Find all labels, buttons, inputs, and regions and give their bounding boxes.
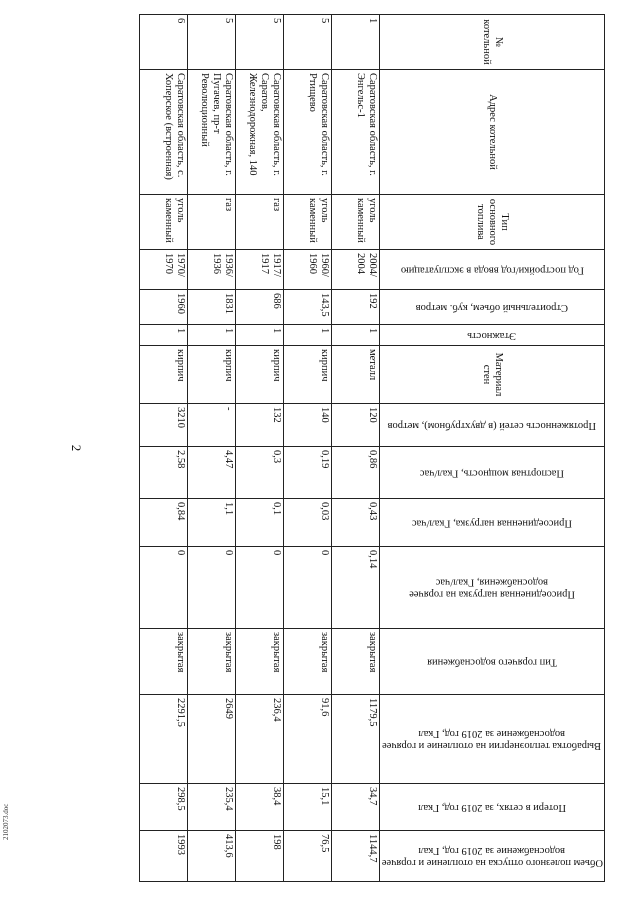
cell: кирпич bbox=[188, 346, 236, 404]
cell: уголь каменный bbox=[332, 195, 380, 250]
cell: Саратовская область, г. Энгельс-1 bbox=[332, 70, 380, 195]
cell: 413,6 bbox=[188, 831, 236, 882]
cell: 143,5 bbox=[284, 290, 332, 325]
header-cell: Присоединенная нагрузка, Гкал/час bbox=[380, 499, 605, 547]
header-cell: Потери в сетях, за 2019 год, Гкал bbox=[380, 784, 605, 831]
cell: 76,5 bbox=[284, 831, 332, 882]
header-cell: Выработка теплоэнергии на отопление и горячее водоснабжение за 2019 год, Гкал bbox=[380, 695, 605, 784]
cell: 0,19 bbox=[284, 447, 332, 499]
cell: 0,43 bbox=[332, 499, 380, 547]
cell: 0,86 bbox=[332, 447, 380, 499]
cell: 1831 bbox=[188, 290, 236, 325]
table-row bbox=[188, 15, 236, 882]
cell: 2649 bbox=[188, 695, 236, 784]
cell: закрытая bbox=[284, 629, 332, 695]
cell: 2291,5 bbox=[140, 695, 188, 784]
cell: 0,3 bbox=[236, 447, 284, 499]
header-cell: Тип основного топлива bbox=[380, 195, 605, 250]
cell: 140 bbox=[284, 404, 332, 447]
cell: 5 bbox=[236, 15, 284, 70]
cell: уголь каменный bbox=[284, 195, 332, 250]
header-cell: Материал стен bbox=[380, 346, 605, 404]
cell: 1144,7 bbox=[332, 831, 380, 882]
cell: газ bbox=[188, 195, 236, 250]
cell: уголь каменный bbox=[140, 195, 188, 250]
cell: 1 bbox=[332, 15, 380, 70]
cell: 3210 bbox=[140, 404, 188, 447]
cell: 0 bbox=[284, 547, 332, 629]
header-cell: Адрес котельной bbox=[380, 70, 605, 195]
header-cell: Строительный объем, куб. метров bbox=[380, 290, 605, 325]
cell: кирпич bbox=[236, 346, 284, 404]
cell: 132 bbox=[236, 404, 284, 447]
table-header-row bbox=[380, 15, 605, 882]
table-row bbox=[284, 15, 332, 882]
cell: кирпич bbox=[140, 346, 188, 404]
cell: 1,1 bbox=[188, 499, 236, 547]
boiler-table bbox=[139, 14, 605, 882]
cell: Саратовская область, г. Саратов, Железнодорожная, 140 bbox=[236, 70, 284, 195]
cell: Саратовская область, г. Пугачев, пр-т Революционный bbox=[188, 70, 236, 195]
cell: Саратовская область, с. Хоперское (встроенная) bbox=[140, 70, 188, 195]
cell: 15,1 bbox=[284, 784, 332, 831]
cell: 1 bbox=[236, 325, 284, 346]
cell: 0 bbox=[236, 547, 284, 629]
cell: 1 bbox=[140, 325, 188, 346]
cell: газ bbox=[236, 195, 284, 250]
cell: 192 bbox=[332, 290, 380, 325]
cell: 1960/ 1960 bbox=[284, 250, 332, 290]
cell: кирпич bbox=[284, 346, 332, 404]
cell: 1970/ 1970 bbox=[140, 250, 188, 290]
header-cell: Протяженность сетей (в двухтрубном), метров bbox=[380, 404, 605, 447]
table-row bbox=[332, 15, 380, 882]
cell: 0,1 bbox=[236, 499, 284, 547]
header-cell: № котельной bbox=[380, 15, 605, 70]
cell: 2,58 bbox=[140, 447, 188, 499]
cell: 198 bbox=[236, 831, 284, 882]
cell: металл bbox=[332, 346, 380, 404]
header-cell: Этажность bbox=[380, 325, 605, 346]
cell: 1 bbox=[188, 325, 236, 346]
header-cell: Объем полезного отпуска на отопление и горячее водоснабжение за 2019 год, Гкал bbox=[380, 831, 605, 882]
cell: 5 bbox=[188, 15, 236, 70]
cell: 38,4 bbox=[236, 784, 284, 831]
cell: 34,7 bbox=[332, 784, 380, 831]
header-cell: Паспортная мощность, Гкал/час bbox=[380, 447, 605, 499]
header-cell: Присоединенная нагрузка на горячее водоснабжения, Гкал/час bbox=[380, 547, 605, 629]
cell: 298,5 bbox=[140, 784, 188, 831]
cell: 686 bbox=[236, 290, 284, 325]
rotated-table-container bbox=[12, 14, 605, 881]
cell: 6 bbox=[140, 15, 188, 70]
cell: 236,4 bbox=[236, 695, 284, 784]
cell: закрытая bbox=[236, 629, 284, 695]
header-cell: Год постройки/год ввода в эксплуатацию bbox=[380, 250, 605, 290]
cell: закрытая bbox=[332, 629, 380, 695]
cell: 0,84 bbox=[140, 499, 188, 547]
cell: 0,03 bbox=[284, 499, 332, 547]
cell: 1936/ 1936 bbox=[188, 250, 236, 290]
cell: закрытая bbox=[140, 629, 188, 695]
table-row bbox=[236, 15, 284, 882]
cell: 1 bbox=[284, 325, 332, 346]
page-number: 2 bbox=[69, 444, 84, 452]
cell: 4,47 bbox=[188, 447, 236, 499]
cell: 0 bbox=[188, 547, 236, 629]
cell: 1917/ 1917 bbox=[236, 250, 284, 290]
cell: 91,6 bbox=[284, 695, 332, 784]
cell: 5 bbox=[284, 15, 332, 70]
cell: 1179,5 bbox=[332, 695, 380, 784]
cell: Саратовская область, г. Ртищево bbox=[284, 70, 332, 195]
cell: закрытая bbox=[188, 629, 236, 695]
header-cell: Тип горячего водоснабжения bbox=[380, 629, 605, 695]
cell: 0,14 bbox=[332, 547, 380, 629]
cell: - bbox=[188, 404, 236, 447]
cell: 120 bbox=[332, 404, 380, 447]
footer-filename: 2102073.doc bbox=[2, 803, 10, 840]
cell: 0 bbox=[140, 547, 188, 629]
table-row bbox=[140, 15, 188, 882]
cell: 1 bbox=[332, 325, 380, 346]
cell: 1960 bbox=[140, 290, 188, 325]
cell: 1993 bbox=[140, 831, 188, 882]
cell: 235,4 bbox=[188, 784, 236, 831]
cell: 2004/ 2004 bbox=[332, 250, 380, 290]
